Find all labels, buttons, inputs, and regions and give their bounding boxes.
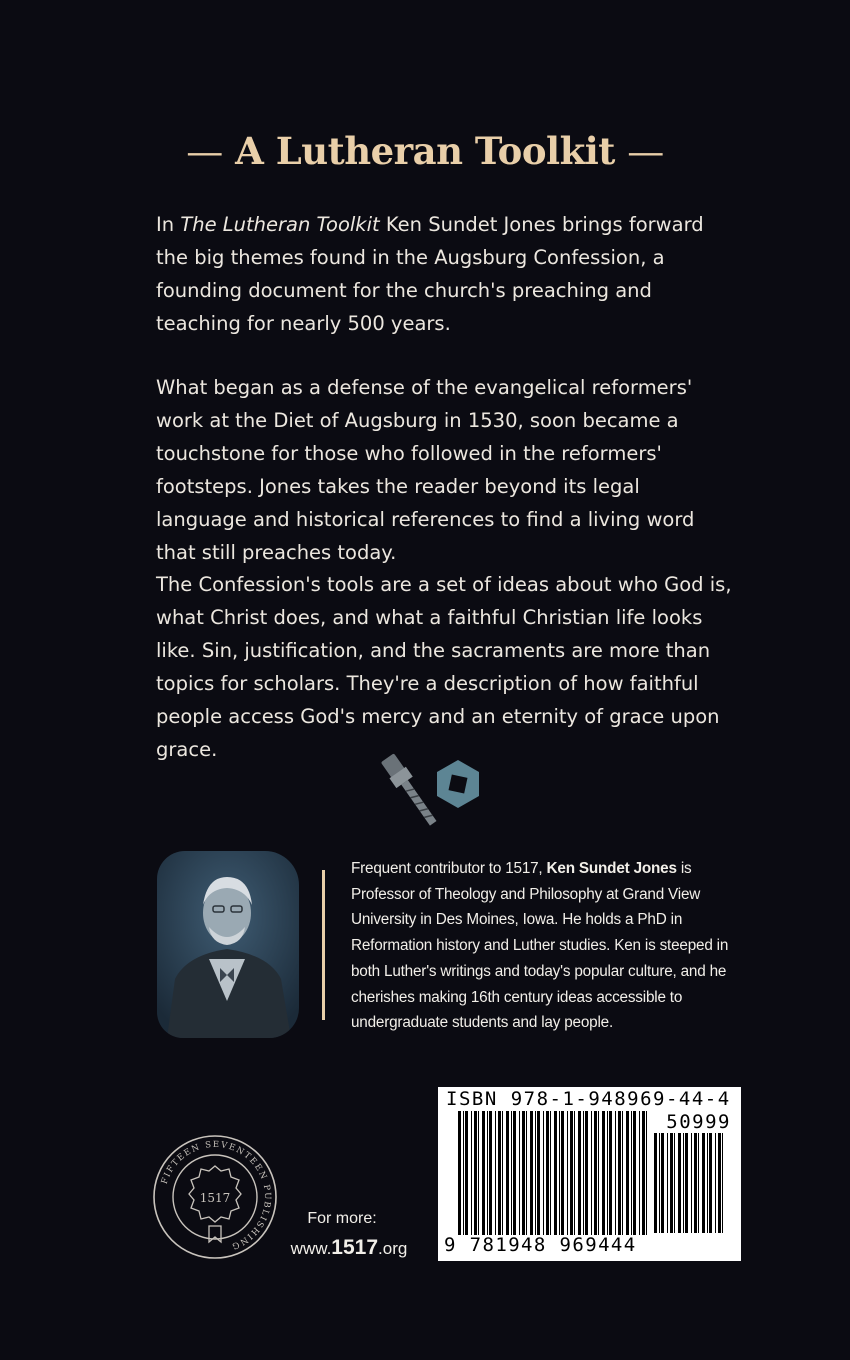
isbn-label: ISBN 978-1-948969-44-4 [446, 1088, 731, 1110]
barcode-bar [691, 1133, 692, 1233]
for-more-label: For more: [307, 1210, 377, 1227]
barcode-bar [526, 1111, 527, 1235]
barcode-bar [474, 1111, 477, 1235]
ean-bars [458, 1111, 648, 1235]
ean-digits: 9 781948 969444 [444, 1234, 637, 1256]
barcode-bar [506, 1111, 509, 1235]
barcode-bar [702, 1133, 705, 1233]
barcode-bar [522, 1111, 525, 1235]
barcode-bar [698, 1133, 699, 1233]
barcode-bar [602, 1111, 605, 1235]
author-bio [351, 856, 751, 1036]
barcode-bar [622, 1111, 623, 1235]
barcode-bar [694, 1133, 697, 1233]
barcode-bar [570, 1111, 573, 1235]
barcode-bar [670, 1133, 673, 1233]
barcode-bar [458, 1111, 461, 1235]
barcode-bar [707, 1133, 708, 1233]
seal-ring-text: FIFTEEN SEVENTEEN PUBLISHING [159, 1139, 273, 1252]
p1-rest: Ken Sundet Jones brings forward the big themes found in the Augsburg Confession, a founding document for the church's preaching and teaching for nearly 500 years. [156, 213, 704, 335]
barcode-bar [661, 1133, 664, 1233]
barcode-bar [530, 1111, 533, 1235]
barcode-bar [667, 1133, 668, 1233]
barcode-bar [654, 1133, 657, 1233]
barcode-bar [607, 1111, 608, 1235]
barcode-bar [537, 1111, 540, 1235]
book-title-italic: The Lutheran Toolkit [180, 213, 380, 236]
barcode-bar [685, 1133, 688, 1233]
seal-center-text: 1517 [199, 1191, 231, 1205]
barcode-bar [574, 1111, 575, 1235]
url-suffix: .org [378, 1239, 408, 1258]
barcode-bar [715, 1133, 716, 1233]
barcode-bar [489, 1111, 492, 1235]
barcode-bar [482, 1111, 485, 1235]
barcode-bar [615, 1111, 616, 1235]
wrench-and-nut-icon [372, 748, 487, 840]
barcode-bar [543, 1111, 544, 1235]
barcode-bar [519, 1111, 520, 1235]
p3-text: The Confession's tools are a set of ideas about who God is, what Christ does, and what a faithful Christian life looks like. Sin, justification, and the sacraments are more than topics for scholars. They're a description of how faithful people access God's mercy and an eternity of grace upon grace. [156, 573, 732, 761]
barcode-bar [709, 1133, 712, 1233]
isbn-barcode [438, 1087, 741, 1261]
barcode-bar [471, 1111, 472, 1235]
barcode-bar [639, 1111, 640, 1235]
barcode-bar [502, 1111, 503, 1235]
barcode-bar [722, 1133, 723, 1233]
barcode-bar [495, 1111, 496, 1235]
barcode-bar [609, 1111, 612, 1235]
barcode-bar [535, 1111, 536, 1235]
barcode-bar [633, 1111, 636, 1235]
barcode-bar [478, 1111, 479, 1235]
p2-text: What began as a defense of the evangelical reformers' work at the Diet of Augsburg in 1530, soon became a touchstone for those who followed in the reformers' footsteps. Jones takes the reader beyond its legal language and historical references to find a living word that still preaches today. [156, 376, 695, 564]
barcode-bar [598, 1111, 599, 1235]
barcode-bar [659, 1133, 660, 1233]
barcode-bar [683, 1133, 684, 1233]
barcode-bar [546, 1111, 549, 1235]
barcode-bar [591, 1111, 592, 1235]
barcode-bar [642, 1111, 645, 1235]
bio-divider [322, 870, 325, 1020]
barcode-bar [498, 1111, 501, 1235]
barcode-bar [583, 1111, 584, 1235]
barcode-bar [561, 1111, 564, 1235]
barcode-bar [567, 1111, 568, 1235]
barcode-bar [550, 1111, 551, 1235]
title-dash-right: — [627, 129, 664, 173]
barcode-bar [646, 1111, 647, 1235]
p1-prefix: In [156, 213, 181, 236]
barcode-bar [463, 1111, 464, 1235]
description-paragraph-1 [156, 208, 736, 340]
barcode-bar [718, 1133, 721, 1233]
url-prefix: www. [290, 1239, 332, 1258]
price-code: 50999 [666, 1111, 731, 1133]
barcode-bar [626, 1111, 629, 1235]
description-paragraph-3 [156, 568, 736, 766]
barcode-bar [594, 1111, 597, 1235]
author-name: Ken Sundet Jones [546, 860, 677, 877]
barcode-bar [585, 1111, 588, 1235]
barcode-bar [465, 1111, 468, 1235]
bio-prefix: Frequent contributor to 1517, [351, 860, 547, 877]
barcode-bar [631, 1111, 632, 1235]
barcode-bar [678, 1133, 681, 1233]
publisher-seal-icon [152, 1134, 278, 1260]
barcode-bar [618, 1111, 621, 1235]
for-more-info [284, 1210, 414, 1260]
addon-bars [654, 1133, 734, 1233]
barcode-bar [559, 1111, 560, 1235]
bio-rest: is Professor of Theology and Philosophy at Grand View University in Des Moines, Iowa. He holds a PhD in Reformation history and Luther studies. Ken is steeped in both Luther's writings and today's popular culture, and he cherishes making 16th century ideas accessible to undergraduate students and lay people. [351, 860, 729, 1032]
barcode-bar [513, 1111, 516, 1235]
barcode-bar [578, 1111, 581, 1235]
publisher-url[interactable] [284, 1236, 414, 1260]
description-paragraph-2 [156, 371, 736, 569]
title-text: A Lutheran Toolkit [235, 128, 615, 173]
barcode-bar [674, 1133, 675, 1233]
barcode-bar [511, 1111, 512, 1235]
barcode-bar [554, 1111, 557, 1235]
barcode-bar [487, 1111, 488, 1235]
author-photo [157, 851, 299, 1038]
title-dash-left: — [186, 129, 223, 173]
url-number: 1517 [331, 1236, 379, 1259]
book-title [0, 129, 850, 173]
